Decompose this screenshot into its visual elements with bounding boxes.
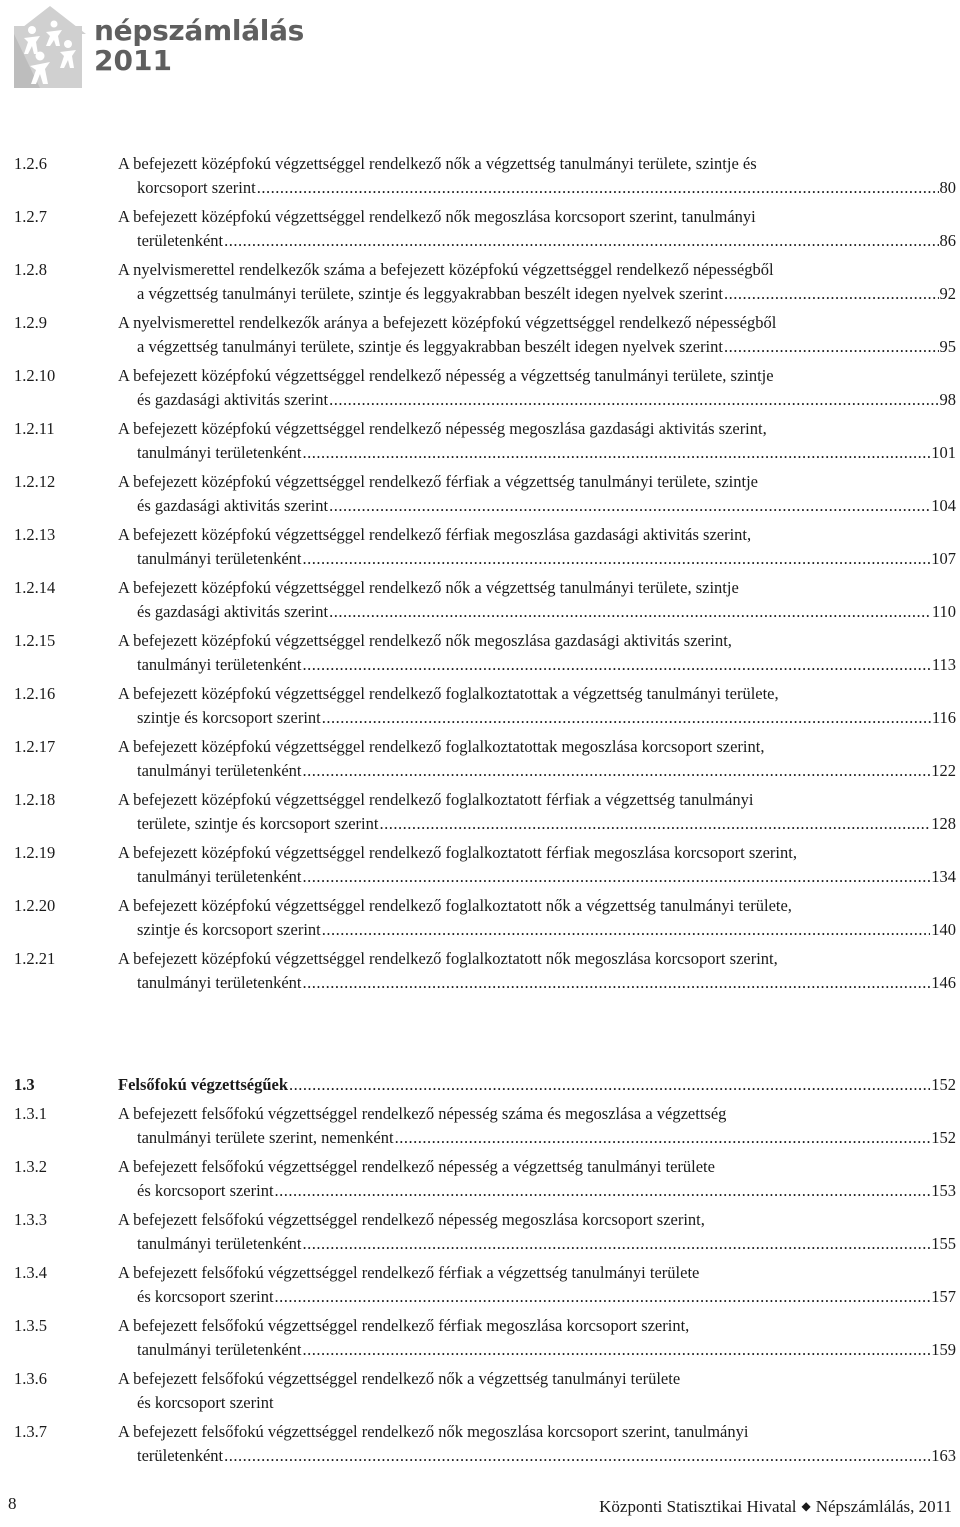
- toc-entry[interactable]: [14, 1420, 956, 1467]
- toc-entry-title-continued: tanulmányi területenként: [137, 442, 302, 462]
- toc-entry[interactable]: [14, 364, 956, 411]
- toc-entry-title-continued: területenként: [137, 1446, 224, 1465]
- toc-entry-number: 1.3.2: [14, 1157, 47, 1177]
- toc-page-number: 153: [931, 1181, 956, 1200]
- toc-entry[interactable]: [14, 788, 956, 835]
- toc-page-number: 116: [931, 707, 956, 727]
- toc-entry-title-continued: területenként: [137, 230, 224, 250]
- toc-entry-title-continued: tanulmányi területenként: [137, 548, 302, 568]
- toc-leader-dots: [302, 759, 930, 783]
- toc-section-title: Felsőfokú végzettségűek: [118, 1075, 289, 1094]
- toc-entry-title: A befejezett középfokú végzettséggel rendelkező foglalkoztatottak megoszlása korcsoport szerint,: [118, 737, 765, 756]
- toc-entry-title: A befejezett középfokú végzettséggel rendelkező férfiak megoszlása gazdasági aktivitás szerint,: [118, 525, 752, 544]
- toc-leader-dots: [302, 865, 930, 889]
- toc-entry[interactable]: [14, 205, 956, 252]
- toc-entry-title: A befejezett felsőfokú végzettséggel rendelkező nők megoszlása korcsoport szerint, tanulmányi: [118, 1422, 749, 1442]
- toc-page-number: 92: [939, 283, 956, 303]
- toc-leader-dots: [329, 600, 931, 624]
- toc-leader-dots: [302, 653, 930, 677]
- toc-entry-title: A befejezett felsőfokú végzettséggel rendelkező népesség megoszlása korcsoport szerint,: [118, 1210, 705, 1230]
- toc-page-number: 86: [939, 230, 956, 250]
- toc-leader-dots: [275, 1179, 931, 1203]
- toc-leader-dots: [224, 1444, 930, 1468]
- toc-entry-title: A befejezett felsőfokú végzettséggel rendelkező férfiak megoszlása korcsoport szerint,: [118, 1316, 690, 1336]
- toc-entry-title-continued: tanulmányi területenként: [137, 760, 302, 780]
- toc-page-number: 95: [939, 336, 956, 356]
- toc-page-number: 140: [931, 919, 956, 939]
- toc-entry-number: 1.2.6: [14, 154, 47, 173]
- toc-entry-number: 1.3.3: [14, 1210, 47, 1230]
- toc-leader-dots: [329, 494, 930, 518]
- toc-entry[interactable]: [14, 1155, 956, 1202]
- toc-page-number: 113: [931, 654, 956, 674]
- toc-entry[interactable]: [14, 417, 956, 464]
- toc-section-heading[interactable]: [14, 1073, 956, 1097]
- toc-entry-number: 1.2.15: [14, 631, 56, 650]
- toc-leader-dots: [302, 441, 930, 465]
- toc-entry-number: 1.3.4: [14, 1263, 47, 1283]
- toc-entry-title: A befejezett középfokú végzettséggel rendelkező nők megoszlása gazdasági aktivitás szerint,: [118, 631, 732, 650]
- toc-entry-number: 1.2.10: [14, 366, 56, 385]
- toc-entry-number: 1.2.8: [14, 260, 47, 279]
- toc-entry-number: 1.2.21: [14, 949, 56, 968]
- toc-leader-dots: [302, 547, 930, 571]
- toc-entry[interactable]: [14, 1261, 956, 1308]
- toc-page-number: 107: [931, 548, 956, 568]
- brand-line-2: 2011: [94, 44, 172, 77]
- toc-entry[interactable]: [14, 947, 956, 994]
- toc-leader-dots: [289, 1073, 930, 1097]
- brand-line-1: népszámlálás: [94, 14, 305, 47]
- toc-leader-dots: [724, 282, 939, 306]
- toc-entry-title: A befejezett felsőfokú végzettséggel rendelkező népesség száma és megoszlása a végzettség: [118, 1104, 727, 1124]
- toc-entry[interactable]: [14, 576, 956, 623]
- toc-entry[interactable]: [14, 470, 956, 517]
- toc-entry-title-continued: és korcsoport szerint: [137, 1181, 274, 1200]
- toc-entry-number: 1.3.7: [14, 1422, 47, 1442]
- toc-leader-dots: [395, 1126, 931, 1150]
- toc-entry-title: A befejezett középfokú végzettséggel rendelkező nők megoszlása korcsoport szerint, tanulmányi: [118, 207, 756, 226]
- census-logo-icon: [10, 4, 86, 90]
- toc-entry-number: 1.2.19: [14, 843, 56, 862]
- toc-entry-number: 1.2.17: [14, 737, 56, 756]
- toc-entry-title-continued: a végzettség tanulmányi területe, szintje és leggyakrabban beszélt idegen nyelvek szerint: [137, 336, 723, 356]
- footer-publication: Népszámlálás, 2011: [815, 1497, 952, 1516]
- toc-page-number: 98: [939, 389, 956, 409]
- footer-page-number: 8: [8, 1494, 17, 1513]
- toc-entry-title: A befejezett középfokú végzettséggel rendelkező foglalkoztatott férfiak megoszlása korcsoport szerint,: [118, 843, 797, 862]
- toc-entry-title-continued: tanulmányi területenként: [137, 866, 302, 886]
- table-of-contents: [14, 152, 956, 1000]
- toc-entry-number: 1.2.16: [14, 684, 56, 703]
- toc-entry-title: A befejezett felsőfokú végzettséggel rendelkező népesség a végzettség tanulmányi területe: [118, 1157, 715, 1177]
- toc-leader-dots: [329, 388, 938, 412]
- toc-leader-dots: [224, 229, 938, 253]
- toc-entry-number: 1.2.18: [14, 790, 56, 809]
- toc-entry[interactable]: [14, 1367, 956, 1414]
- toc-entry-title-continued: korcsoport szerint: [137, 177, 256, 197]
- toc-entry-title-continued: és korcsoport szerint: [137, 1393, 274, 1412]
- toc-page-number: 80: [939, 177, 956, 197]
- toc-entry[interactable]: [14, 1208, 956, 1255]
- toc-entry[interactable]: [14, 1314, 956, 1361]
- toc-entry[interactable]: [14, 894, 956, 941]
- toc-entry-title-continued: tanulmányi területenként: [137, 654, 302, 674]
- toc-page-number: 163: [931, 1446, 956, 1465]
- toc-page-number: 104: [931, 495, 956, 515]
- toc-leader-dots: [275, 1285, 931, 1309]
- toc-leader-dots: [302, 1232, 930, 1256]
- toc-entry[interactable]: [14, 1102, 956, 1149]
- diamond-icon: ◆: [801, 1499, 811, 1513]
- toc-leader-dots: [322, 706, 931, 730]
- toc-entry-number: 1.3.5: [14, 1316, 47, 1336]
- toc-entry-number: 1.2.9: [14, 313, 47, 332]
- toc-entry-number: 1.2.20: [14, 896, 56, 915]
- toc-entry-number: 1.2.13: [14, 525, 56, 544]
- toc-entry-title: A befejezett középfokú végzettséggel rendelkező népesség megoszlása gazdasági aktivitás szerint,: [118, 419, 767, 438]
- toc-entry-title: A befejezett középfokú végzettséggel rendelkező foglalkoztatott férfiak a végzettség tanulmányi: [118, 790, 754, 809]
- toc-entry-title: A befejezett felsőfokú végzettséggel rendelkező férfiak a végzettség tanulmányi területe: [118, 1263, 700, 1283]
- toc-entry[interactable]: [14, 311, 956, 358]
- toc-page-number: 128: [931, 813, 956, 833]
- toc-entry-title-continued: a végzettség tanulmányi területe, szintje és leggyakrabban beszélt idegen nyelvek szerint: [137, 283, 723, 303]
- toc-leader-dots: [302, 1338, 930, 1362]
- toc-entry-title: A befejezett középfokú végzettséggel rendelkező népesség a végzettség tanulmányi területe, szintje: [118, 366, 774, 385]
- toc-page-number: 101: [931, 442, 956, 462]
- toc-entry-title-continued: és gazdasági aktivitás szerint: [137, 495, 329, 515]
- toc-section-1-3: [14, 1073, 956, 1473]
- toc-entry-title: A befejezett középfokú végzettséggel rendelkező nők a végzettség tanulmányi területe, szintje és: [118, 154, 757, 173]
- footer-publisher: Központi Statisztikai Hivatal: [599, 1497, 797, 1516]
- toc-entry-title: A befejezett középfokú végzettséggel rendelkező foglalkoztatottak a végzettség tanulmányi területe,: [118, 684, 779, 703]
- toc-page-number: 134: [931, 866, 956, 886]
- toc-entry[interactable]: [14, 682, 956, 729]
- toc-entry[interactable]: [14, 841, 956, 888]
- toc-page-number: 157: [931, 1287, 956, 1306]
- toc-entry-number: 1.2.7: [14, 207, 47, 226]
- toc-entry-number: 1.3: [14, 1075, 35, 1094]
- toc-entry-title-continued: és gazdasági aktivitás szerint: [137, 389, 329, 409]
- toc-page-number: 152: [931, 1075, 956, 1094]
- toc-entry-title-continued: tanulmányi területenként: [137, 972, 302, 992]
- toc-entry-number: 1.2.12: [14, 472, 56, 491]
- toc-entry[interactable]: [14, 629, 956, 676]
- page-header: [10, 4, 310, 94]
- brand-title: [94, 16, 304, 76]
- toc-entry-title: A befejezett középfokú végzettséggel rendelkező férfiak a végzettség tanulmányi területe, szintje: [118, 472, 758, 491]
- toc-entry-title-continued: tanulmányi területenként: [137, 1340, 302, 1359]
- toc-entry-title-continued: és gazdasági aktivitás szerint: [137, 601, 329, 621]
- toc-page-number: 110: [931, 601, 956, 621]
- toc-entry-title: A befejezett középfokú végzettséggel rendelkező foglalkoztatott nők a végzettség tanulmányi területe,: [118, 896, 792, 915]
- toc-entry-number: 1.3.1: [14, 1104, 47, 1124]
- toc-entry-title: A nyelvismerettel rendelkezők aránya a befejezett középfokú végzettséggel rendelkező népességből: [118, 313, 777, 332]
- toc-entry-title-continued: tanulmányi területe szerint, nemenként: [137, 1128, 394, 1147]
- footer-credit: [599, 1497, 952, 1517]
- toc-entry-number: 1.3.6: [14, 1369, 47, 1389]
- toc-leader-dots: [379, 812, 930, 836]
- toc-entry-title-continued: tanulmányi területenként: [137, 1234, 302, 1253]
- page-footer: [0, 1494, 960, 1524]
- toc-entry-title-continued: területe, szintje és korcsoport szerint: [137, 813, 379, 833]
- toc-entry[interactable]: [14, 258, 956, 305]
- toc-leader-dots: [322, 918, 931, 942]
- toc-entry-title: A befejezett középfokú végzettséggel rendelkező nők a végzettség tanulmányi területe, szintje: [118, 578, 739, 597]
- toc-entry-title-continued: szintje és korcsoport szerint: [137, 919, 321, 939]
- toc-entry-number: 1.2.11: [14, 419, 55, 438]
- toc-entry[interactable]: [14, 523, 956, 570]
- toc-entry[interactable]: [14, 152, 956, 199]
- toc-entry-title-continued: és korcsoport szerint: [137, 1287, 274, 1306]
- toc-entry[interactable]: [14, 735, 956, 782]
- toc-leader-dots: [257, 176, 939, 200]
- toc-entry-title-continued: szintje és korcsoport szerint: [137, 707, 321, 727]
- toc-page-number: 146: [931, 972, 956, 992]
- toc-entry-title: A nyelvismerettel rendelkezők száma a befejezett középfokú végzettséggel rendelkező népességből: [118, 260, 774, 279]
- toc-leader-dots: [302, 971, 930, 995]
- toc-page-number: 152: [931, 1128, 956, 1147]
- toc-page-number: 159: [931, 1340, 956, 1359]
- toc-entry-title: A befejezett felsőfokú végzettséggel rendelkező nők a végzettség tanulmányi területe: [118, 1369, 681, 1389]
- toc-leader-dots: [724, 335, 939, 359]
- toc-page-number: 122: [931, 760, 956, 780]
- toc-entry-title: A befejezett középfokú végzettséggel rendelkező foglalkoztatott nők megoszlása korcsoport szerint,: [118, 949, 778, 968]
- toc-page-number: 155: [931, 1234, 956, 1253]
- toc-entry-number: 1.2.14: [14, 578, 56, 597]
